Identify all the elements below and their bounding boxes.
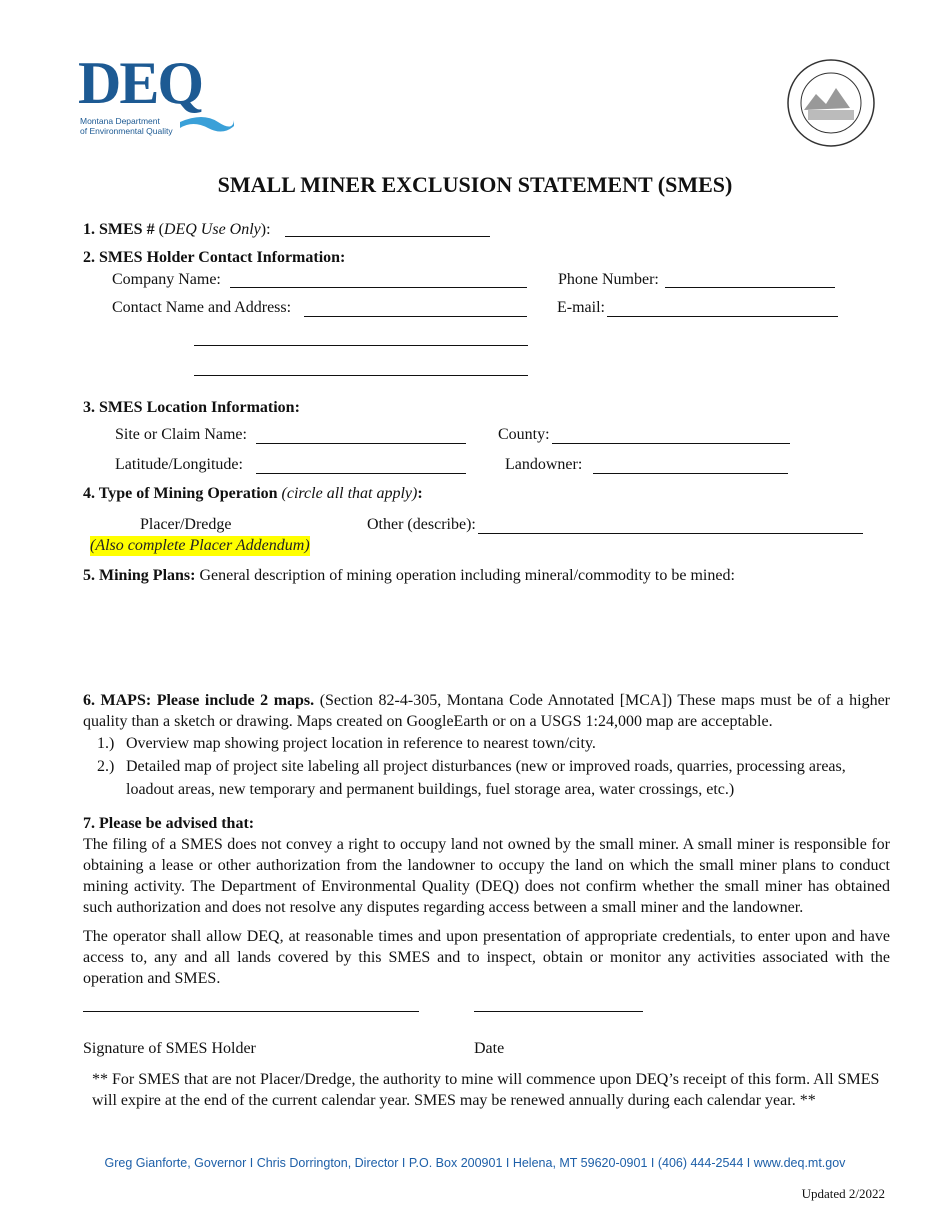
updated-date: Updated 2/2022 bbox=[801, 1186, 885, 1201]
map-item-2-number: 2.) bbox=[97, 758, 115, 775]
map-item-1-number: 1.) bbox=[97, 735, 115, 752]
page-title: SMALL MINER EXCLUSION STATEMENT (SMES) bbox=[217, 172, 733, 197]
logo-letters: DEQ bbox=[78, 50, 203, 116]
contact-field[interactable] bbox=[304, 316, 527, 317]
date-field[interactable] bbox=[474, 1011, 643, 1012]
address-line-2[interactable] bbox=[194, 345, 528, 346]
section-4-heading: 4. Type of Mining Operation (circle all that apply): bbox=[83, 485, 423, 502]
latlong-label: Latitude/Longitude: bbox=[115, 456, 243, 473]
date-label: Date bbox=[474, 1040, 505, 1057]
signature-block bbox=[83, 1011, 890, 1061]
map-item-2: Detailed map of project site labeling all project disturbances (new or improved roads, quarries, processing areas, loadout areas, new temporary and permanent buildings, fuel storage area, water crossings, etc.) bbox=[126, 758, 846, 798]
section-2-heading: 2. SMES Holder Contact Information: bbox=[83, 249, 346, 266]
landowner-label: Landowner: bbox=[505, 456, 583, 473]
signature-field[interactable] bbox=[83, 1011, 419, 1012]
signature-label: Signature of SMES Holder bbox=[83, 1040, 256, 1057]
placer-dredge-option[interactable]: Placer/Dredge bbox=[140, 516, 232, 533]
company-name-field[interactable] bbox=[230, 287, 527, 288]
footer-contact: Greg Gianforte, Governor I Chris Dorrington, Director I P.O. Box 200901 I Helena, MT 59620-0901 I (406) 444-2544 I www.deq.mt.gov bbox=[104, 1156, 846, 1170]
logo-wave-icon bbox=[178, 112, 236, 138]
site-label: Site or Claim Name: bbox=[115, 426, 247, 443]
map-item-2-row bbox=[83, 755, 890, 801]
county-label: County: bbox=[498, 426, 550, 443]
email-field[interactable] bbox=[607, 316, 838, 317]
expiration-note: ** For SMES that are not Placer/Dredge, the authority to mine will commence upon DEQ’s receipt of this form. All SMES will expire at the end of the current calendar year. SMES may be renewed annually during each calendar year. ** bbox=[92, 1071, 880, 1109]
smes-number-field[interactable] bbox=[285, 236, 490, 237]
map-item-1-row bbox=[83, 732, 890, 755]
logo-subtitle: Montana Department of Environmental Quality bbox=[80, 116, 173, 136]
email-label: E-mail: bbox=[557, 299, 605, 316]
site-field[interactable] bbox=[256, 443, 466, 444]
state-seal-icon bbox=[786, 58, 876, 148]
map-item-1: Overview map showing project location in reference to nearest town/city. bbox=[126, 735, 596, 752]
landowner-field[interactable] bbox=[593, 473, 788, 474]
advisory-paragraph-1: The filing of a SMES does not convey a right to occupy land not owned by the small miner. A small miner is responsible for obtaining a lease or other authorization from the landowner to occupy the land on which the small miner plans to conduct mining activity. The Department of Environmental Quality (DEQ) does not confirm whether the small miner has obtained such authorization and does not resolve any disputes regarding access between a small miner and the landowner. bbox=[83, 836, 890, 916]
latlong-field[interactable] bbox=[256, 473, 466, 474]
section-7-heading: 7. Please be advised that: bbox=[83, 815, 255, 832]
phone-label: Phone Number: bbox=[558, 271, 659, 288]
section-3-heading: 3. SMES Location Information: bbox=[83, 399, 300, 416]
county-field[interactable] bbox=[552, 443, 790, 444]
deq-logo bbox=[78, 50, 238, 142]
lower-sections bbox=[83, 690, 890, 1111]
phone-field[interactable] bbox=[665, 287, 835, 288]
company-name-label: Company Name: bbox=[112, 271, 221, 288]
contact-label: Contact Name and Address: bbox=[112, 299, 292, 316]
address-line-3[interactable] bbox=[194, 375, 528, 376]
section-5-text: 5. Mining Plans: General description of mining operation including mineral/commodity to be mined: bbox=[83, 567, 735, 584]
other-describe-field[interactable] bbox=[478, 533, 863, 534]
mining-plans-area[interactable] bbox=[83, 590, 890, 680]
section-6-text: 6. MAPS: Please include 2 maps. (Section 82-4-305, Montana Code Annotated [MCA]) These maps must be of a higher quality than a sketch or drawing. Maps created on GoogleEarth or on a USGS 1:24,000 map are acceptable. bbox=[83, 692, 891, 730]
other-option-label[interactable]: Other (describe): bbox=[367, 516, 476, 533]
advisory-paragraph-2: The operator shall allow DEQ, at reasonable times and upon presentation of appropriate credentials, to enter upon and have access to, any and all lands covered by this SMES and to inspect, obtain or monitor any activities associated with the operation and SMES. bbox=[83, 928, 890, 987]
placer-addendum-note: (Also complete Placer Addendum) bbox=[90, 537, 310, 554]
smes-number-label: 1. SMES # (DEQ Use Only): bbox=[83, 221, 271, 238]
